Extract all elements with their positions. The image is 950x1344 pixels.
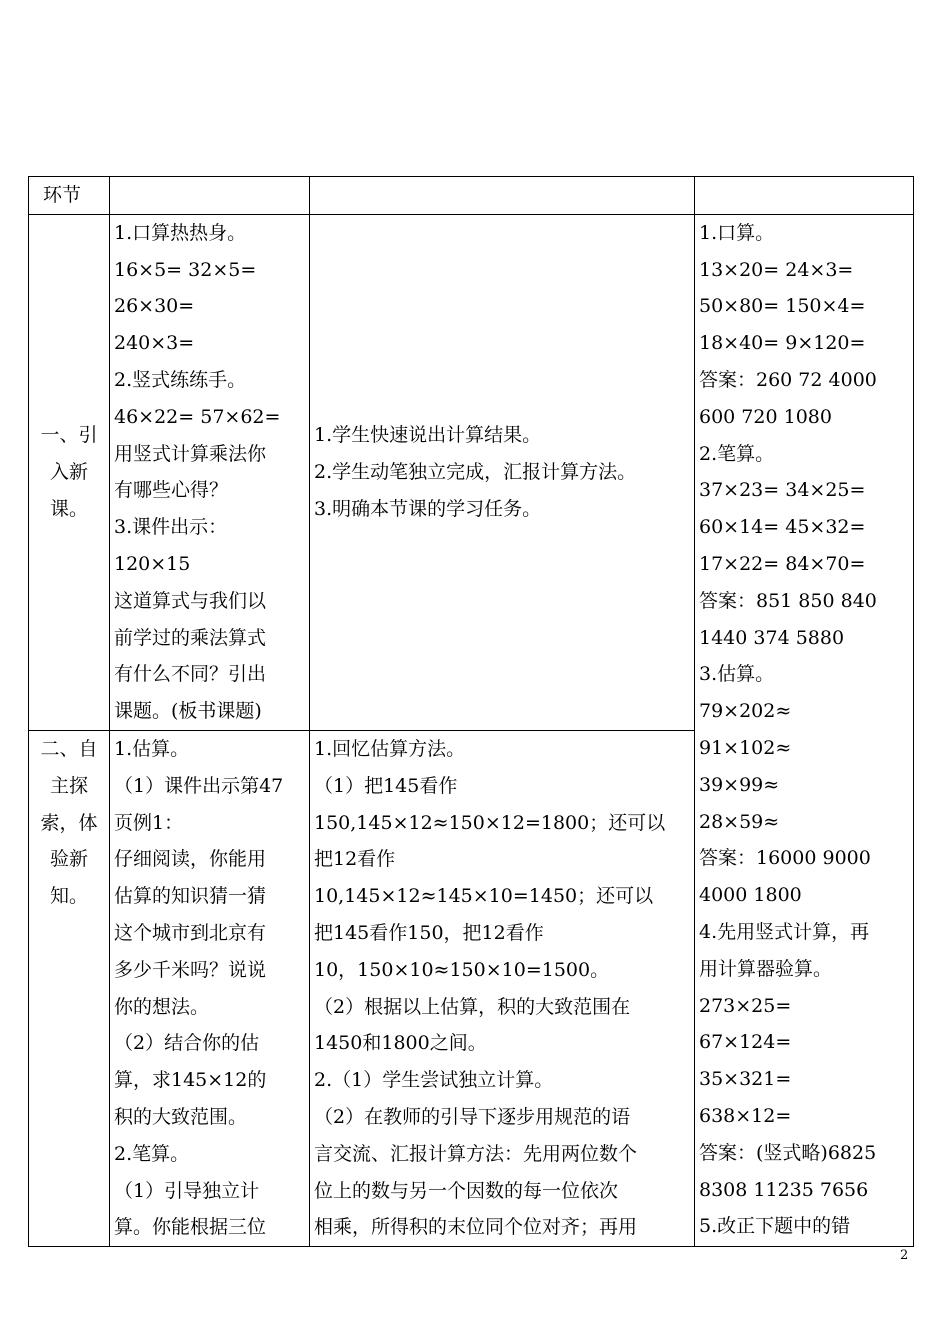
practice-line: 600 720 1080 [699,405,832,428]
teacher-line: 这个城市到北京有 [114,921,267,944]
header-cell-stage: 环节 [29,177,110,215]
header-cell-student [310,177,695,215]
teacher-line: 2.竖式练练手。 [114,368,247,391]
student-cell-explore [310,730,695,1246]
stage-cell-explore [29,730,110,1246]
student-line: 1450和1800之间。 [314,1032,487,1055]
student-line: 2.（1）学生尝试独立计算。 [314,1069,554,1092]
practice-line: 35×321= [699,1068,792,1091]
teacher-line: 你的想法。 [114,995,210,1018]
practice-line: 79×202≈ [699,700,792,723]
teacher-activities-intro [114,215,305,730]
stage-label-line: 验新 [49,848,88,871]
teacher-cell-explore [110,730,310,1246]
practice-line: 60×14= 45×32= [699,516,866,539]
teacher-line: （1）课件出示第47 [114,774,284,797]
student-line: 10,145×12≈145×10=1450；还可以 [314,885,654,908]
stage-label-line: 索，体 [40,811,98,834]
teacher-line: 2.笔算。 [114,1142,190,1165]
teacher-line: 240×3= [114,332,195,355]
student-line: （2）根据以上估算，积的大致范围在 [314,995,631,1018]
student-line: 位上的数与另一个因数的每一位依次 [314,1179,619,1202]
lesson-plan-table [28,176,914,1247]
teacher-line: 26×30= [114,295,195,318]
practice-line: 答案：851 850 840 [699,589,877,612]
student-line: 10，150×10≈150×10=1500。 [314,958,610,981]
practice-line: 8308 11235 7656 [699,1178,869,1201]
teacher-line: 120×15 [114,552,191,575]
stage-label-intro [33,417,105,527]
practice-line: 638×12= [699,1104,792,1127]
teacher-line: 16×5= 32×5= [114,258,257,281]
student-line: 把12看作 [314,848,396,871]
teacher-line: 有什么不同？引出 [114,663,267,686]
student-line: 150,145×12≈150×12=1800；还可以 [314,811,666,834]
practice-line: 17×22= 84×70= [699,552,866,575]
teacher-line: 有哪些心得？ [114,479,229,502]
teacher-line: 页例1： [114,811,184,834]
practice-line: 37×23= 34×25= [699,479,866,502]
practice-line: 18×40= 9×120= [699,332,866,355]
student-line: 把145看作150，把12看作 [314,921,544,944]
practice-line: 答案：260 72 4000 [699,368,877,391]
stage-label-line: 课。 [49,497,88,520]
student-line: 相乘，所得积的末位同个位对齐；再用 [314,1216,638,1239]
stage-label-line: 二、自 [40,737,98,760]
teacher-line: 46×22= 57×62= [114,405,281,428]
teacher-line: 用竖式计算乘法你 [114,442,267,465]
student-line: 2.学生动笔独立完成，汇报计算方法。 [314,460,637,483]
student-line: （2）在教师的引导下逐步用规范的语 [314,1105,631,1128]
header-cell-practice [695,177,914,215]
practice-line: 39×99≈ [699,773,780,796]
stage-label-line: 知。 [49,885,88,908]
practice-line: 1.口算。 [699,221,775,244]
stage-label-explore [33,731,105,915]
practice-line: 2.笔算。 [699,442,775,465]
student-activities-explore [314,731,690,1246]
practice-line: 4000 1800 [699,884,802,907]
student-line: 言交流、汇报计算方法：先用两位数个 [314,1142,638,1165]
teacher-activities-explore [114,731,305,1246]
teacher-line: 算，求145×12的 [114,1069,267,1092]
practice-exercises [699,215,909,1245]
teacher-cell-intro [110,214,310,730]
teacher-line: 前学过的乘法算式 [114,626,267,649]
teacher-line: （2）结合你的估 [114,1032,260,1055]
student-line: 3.明确本节课的学习任务。 [314,497,542,520]
teacher-line: 1.估算。 [114,737,190,760]
student-line: 1.学生快速说出计算结果。 [314,424,542,447]
practice-line: 273×25= [699,994,792,1017]
practice-line: 3.估算。 [699,663,775,686]
teacher-line: 多少千米吗？说说 [114,958,267,981]
teacher-line: 估算的知识猜一猜 [114,885,267,908]
practice-line: 答案：16000 9000 [699,847,871,870]
student-cell-intro [310,214,695,730]
practice-line: 91×102≈ [699,736,792,759]
teacher-line: 仔细阅读，你能用 [114,848,267,871]
header-row [29,177,914,215]
practice-line: 答案：(竖式略)6825 [699,1141,877,1164]
practice-line: 5.改正下题中的错 [699,1215,851,1238]
stage-label-line: 入新 [49,460,88,483]
stage-label-line: 一、引 [40,424,98,447]
page-number: 2 [900,1248,909,1263]
teacher-line: 课题。(板书课题) [114,700,262,723]
section-row-intro [29,214,914,730]
teacher-line: 这道算式与我们以 [114,589,267,612]
student-line: 1.回忆估算方法。 [314,737,466,760]
header-cell-teacher [110,177,310,215]
practice-line: 50×80= 150×4= [699,295,866,318]
practice-line: 67×124= [699,1031,792,1054]
practice-line: 4.先用竖式计算，再 [699,920,870,943]
teacher-line: 积的大致范围。 [114,1105,248,1128]
teacher-line: （1）引导独立计 [114,1179,260,1202]
teacher-line: 1.口算热热身。 [114,221,247,244]
practice-cell [695,214,914,1246]
stage-cell-intro [29,214,110,730]
teacher-line: 算。你能根据三位 [114,1216,267,1239]
teacher-line: 3.课件出示： [114,516,228,539]
practice-line: 13×20= 24×3= [699,258,854,281]
practice-line: 28×59≈ [699,810,780,833]
practice-line: 1440 374 5880 [699,626,845,649]
stage-label-line: 主探 [49,774,88,797]
student-line: （1）把145看作 [314,774,458,797]
student-activities-intro [314,417,690,527]
practice-line: 用计算器验算。 [699,957,833,980]
